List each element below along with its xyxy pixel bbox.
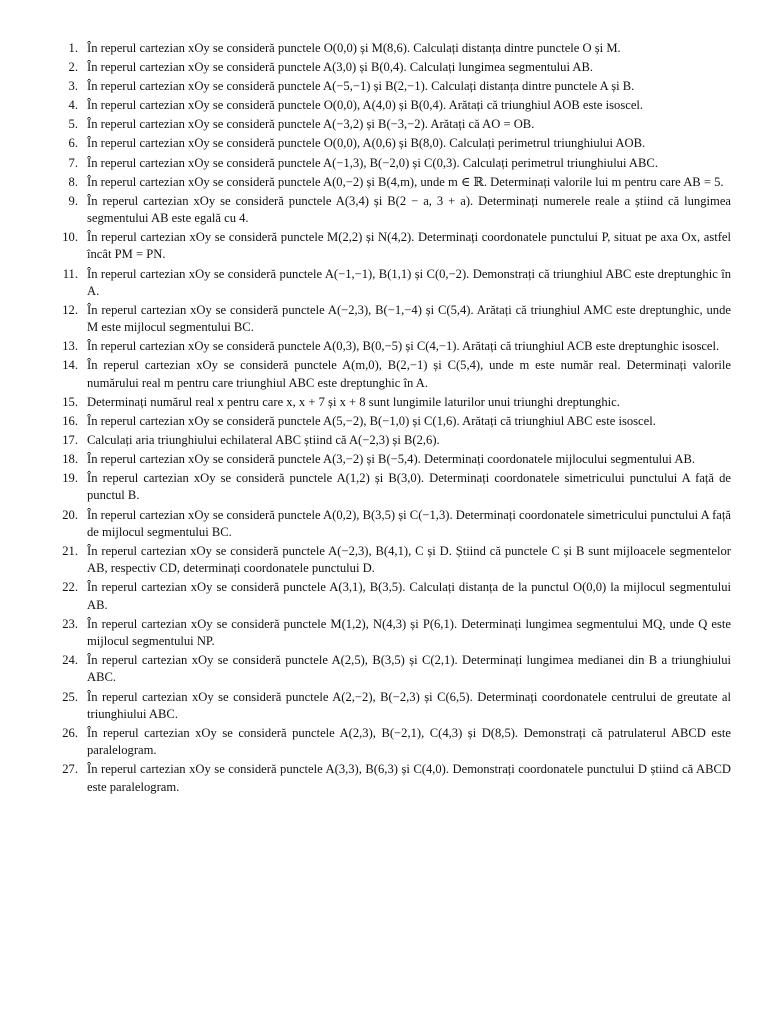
problem-number: 17.	[62, 432, 78, 447]
problem-number: 9.	[68, 193, 78, 208]
problem-text: În reperul cartezian xOy se consideră punctele A(0,3), B(0,−5) și C(4,−1). Arătați că triunghiul ACB este dreptunghic isoscel.	[87, 339, 720, 354]
problem-item	[0, 413, 731, 430]
problem-number: 24.	[62, 653, 78, 668]
problem-text: În reperul cartezian xOy se consideră punctele A(−5,−1) și B(2,−1). Calculați distanța dintre punctele A și B.	[87, 79, 635, 94]
problem-number: 6.	[68, 136, 78, 151]
problem-item	[0, 266, 731, 301]
problem-text: În reperul cartezian xOy se consideră punctele A(3,0) și B(0,4). Calculați lungimea segmentului AB.	[87, 60, 594, 75]
problem-number: 10.	[62, 230, 78, 245]
problem-text: În reperul cartezian xOy se consideră punctele M(2,2) și N(4,2). Determinați coordonatele punctului P, situat pe axa Ox, astfel încât PM = PN.	[87, 230, 731, 262]
problem-text: În reperul cartezian xOy se consideră punctele A(−2,3), B(4,1), C și D. Știind că punctele C și B sunt mijloacele segmentelor AB, respectiv CD, determinați coordonatele punctului D.	[87, 543, 731, 576]
problem-text: Determinați numărul real x pentru care x, x + 7 și x + 8 sunt lungimile laturilor unui triunghi dreptunghic.	[87, 394, 620, 409]
problem-text: În reperul cartezian xOy se consideră punctele A(3,3), B(6,3) și C(4,0). Demonstrați coordonatele punctului D știind că ABCD este paralelogram.	[87, 762, 731, 794]
problem-number: 2.	[68, 60, 78, 75]
problem-text: Calculați aria triunghiului echilateral ABC știind că A(−2,3) și B(2,6).	[87, 432, 440, 447]
problem-item	[0, 507, 731, 542]
problem-number: 7.	[68, 155, 78, 170]
problem-item	[0, 155, 731, 172]
problem-text: În reperul cartezian xOy se consideră punctele O(0,0), A(4,0) și B(0,4). Arătați că triunghiul AOB este isoscel.	[87, 98, 644, 113]
problem-number: 15.	[62, 394, 78, 409]
problem-text: În reperul cartezian xOy se consideră punctele A(0,−2) și B(4,m), unde m ∈ ℝ. Determinați valorile lui m pentru care AB = 5.	[87, 174, 724, 189]
problem-text: În reperul cartezian xOy se consideră punctele A(−1,3), B(−2,0) și C(0,3). Calculați perimetrul triunghiului ABC.	[87, 155, 658, 170]
problem-item	[0, 725, 731, 760]
problem-number: 22.	[62, 580, 78, 595]
problem-text: În reperul cartezian xOy se consideră punctele A(2,3), B(−2,1), C(4,3) și D(8,5). Demonstrați că patrulaterul ABCD este paralelogram.	[87, 725, 731, 758]
problem-item	[0, 357, 731, 392]
problem-item	[0, 174, 731, 191]
problem-text: În reperul cartezian xOy se consideră punctele M(1,2), N(4,3) și P(6,1). Determinați lungimea segmentului MQ, unde Q este mijlocul segmentului NP.	[87, 616, 731, 649]
problem-item	[0, 338, 731, 355]
problem-text: În reperul cartezian xOy se consideră punctele A(2,−2), B(−2,3) și C(6,5). Determinați coordonatele centrului de greutate al triunghiului ABC.	[87, 689, 731, 721]
problem-text: În reperul cartezian xOy se consideră punctele A(−1,−1), B(1,1) și C(0,−2). Demonstrați că triunghiul ABC este dreptunghic în A.	[87, 266, 731, 298]
problem-text: În reperul cartezian xOy se consideră punctele A(2,5), B(3,5) și C(2,1). Determinați lungimea medianei din B a triunghiului ABC.	[87, 653, 731, 685]
problem-item	[0, 302, 731, 337]
problem-item	[0, 451, 731, 468]
problem-number: 11.	[62, 266, 78, 281]
problem-number: 4.	[68, 98, 78, 113]
problem-text: În reperul cartezian xOy se consideră punctele A(−2,3), B(−1,−4) și C(5,4). Arătați că triunghiul AMC este dreptunghic, unde M este mijlocul segmentului BC.	[87, 302, 731, 335]
problem-text: În reperul cartezian xOy se consideră punctele A(5,−2), B(−1,0) și C(1,6). Arătați că triunghiul ABC este isoscel.	[87, 413, 656, 428]
problem-item	[0, 616, 731, 651]
problem-number: 21.	[62, 543, 78, 558]
problem-item	[0, 470, 731, 505]
problem-item	[0, 116, 731, 133]
problem-item	[0, 40, 731, 57]
problem-number: 14.	[62, 358, 78, 373]
problem-text: În reperul cartezian xOy se consideră punctele A(3,4) și B(2 − a, 3 + a). Determinați numerele reale a știind că lungimea segmentului AB este egală cu 4.	[87, 193, 731, 226]
problem-text: În reperul cartezian xOy se consideră punctele A(−3,2) și B(−3,−2). Arătați că AO = OB.	[87, 117, 535, 132]
problem-item	[0, 229, 731, 264]
problem-item	[0, 78, 731, 95]
problem-number: 1.	[68, 41, 78, 55]
problem-number: 27.	[62, 762, 78, 777]
problem-text: În reperul cartezian xOy se consideră punctele A(1,2) și B(3,0). Determinați coordonatele simetricului punctului A față de punctul B.	[87, 471, 731, 503]
problem-item	[0, 394, 731, 411]
problem-text: În reperul cartezian xOy se consideră punctele O(0,0), A(0,6) și B(8,0). Calculați perimetrul triunghiului AOB.	[87, 136, 646, 151]
problem-item	[0, 193, 731, 228]
problem-number: 3.	[68, 79, 78, 94]
problem-item	[0, 432, 731, 449]
problem-number: 19.	[62, 471, 78, 486]
problem-number: 8.	[68, 174, 78, 189]
problem-number: 13.	[62, 339, 78, 354]
problem-item	[0, 579, 731, 614]
problem-number: 5.	[68, 117, 78, 132]
problem-number: 25.	[62, 689, 78, 704]
problem-item	[0, 652, 731, 687]
problem-item	[0, 761, 731, 796]
problem-text: În reperul cartezian xOy se consideră punctele O(0,0) și M(8,6). Calculați distanța dintre punctele O și M.	[87, 41, 621, 55]
problem-number: 18.	[62, 452, 78, 467]
problem-text: În reperul cartezian xOy se consideră punctele A(m,0), B(2,−1) și C(5,4), unde m este număr real. Determinați valorile numărului real m pentru care triunghiul ABC este dreptunghic în A.	[87, 358, 731, 390]
problem-item	[0, 97, 731, 114]
problem-item	[0, 59, 731, 76]
problem-number: 16.	[62, 413, 78, 428]
problem-item	[0, 135, 731, 152]
problem-text: În reperul cartezian xOy se consideră punctele A(3,−2) și B(−5,4). Determinați coordonatele mijlocului segmentului AB.	[87, 452, 696, 467]
problem-item	[0, 689, 731, 724]
problem-text: În reperul cartezian xOy se consideră punctele A(0,2), B(3,5) și C(−1,3). Determinați coordonatele simetricului punctului A față de mijlocul segmentului BC.	[87, 507, 731, 539]
problem-item	[0, 543, 731, 578]
problem-text: În reperul cartezian xOy se consideră punctele A(3,1), B(3,5). Calculați distanța de la punctul O(0,0) la mijlocul segmentului AB.	[87, 580, 731, 612]
problem-number: 12.	[62, 302, 78, 317]
problem-number: 20.	[62, 507, 78, 522]
problem-number: 23.	[62, 616, 78, 631]
problem-number: 26.	[62, 725, 78, 740]
